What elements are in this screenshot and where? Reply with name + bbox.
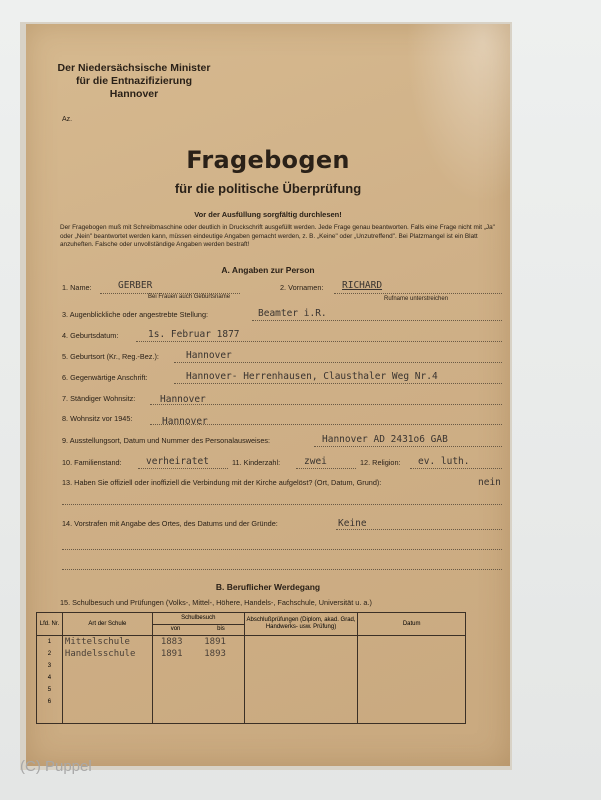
- familienstand-label: 10. Familienstand:: [62, 458, 122, 467]
- wohnsitz-value: Hannover: [160, 394, 206, 405]
- light-glare: [406, 24, 510, 204]
- warning-text: Vor der Ausfüllung sorgfältig durchlesen!: [194, 210, 342, 219]
- row-number: 2: [47, 651, 52, 657]
- kinderzahl-label: 11. Kinderzahl:: [232, 458, 281, 467]
- name-value: GERBER: [118, 280, 153, 291]
- stellung-value: Beamter i.R.: [258, 308, 327, 319]
- col-abschluss-header: Abschlußprüfungen (Diplom, akad. Grad, Handwerks- usw. Prüfung): [244, 613, 358, 636]
- von-cell: [152, 636, 198, 724]
- copyright-watermark: (C) Puppel: [20, 758, 92, 775]
- datum-cell: [358, 636, 466, 724]
- bis-2: 1893: [204, 649, 226, 659]
- row-numbers-cell: [37, 636, 63, 724]
- kirche-label: 13. Haben Sie offiziell oder inoffiziell die Verbindung mit der Kirche aufgelöst? (Ort, Datum, Grund):: [62, 478, 382, 487]
- header-line-2: für die Entnazifizierung: [75, 75, 193, 87]
- row-number: 6: [47, 699, 52, 705]
- abschluss-cell: [244, 636, 358, 724]
- bis-cell: [198, 636, 244, 724]
- kinderzahl-value: zwei: [304, 456, 327, 467]
- geburtsdatum-value: 1s. Februar 1877: [148, 329, 240, 340]
- kirche-value: nein: [478, 477, 501, 488]
- document-title: Fragebogen: [186, 146, 350, 174]
- vorname-label: 2. Vornamen:: [280, 283, 324, 292]
- col-nr-header: Lfd. Nr.: [37, 613, 63, 636]
- school-type-2: Handelsschule: [64, 649, 136, 659]
- table-body-row: [37, 636, 466, 724]
- wohnsitz1945-value: Hannover: [162, 416, 208, 427]
- section-b-heading: B. Beruflicher Werdegang: [215, 582, 321, 592]
- section-a-heading: A. Angaben zur Person: [221, 265, 315, 275]
- anschrift-label: 6. Gegenwärtige Anschrift:: [62, 373, 148, 382]
- von-2: 1891: [160, 649, 183, 659]
- geburtsort-label: 5. Geburtsort (Kr., Reg.-Bez.):: [62, 352, 159, 361]
- vorstrafen-label: 14. Vorstrafen mit Angabe des Ortes, des Datums und der Gründe:: [62, 519, 278, 528]
- school-type-1: Mittelschule: [64, 637, 130, 647]
- vorname-value: RICHARD: [342, 280, 383, 291]
- col-art-header: Art der Schule: [62, 613, 152, 636]
- geburtsort-value: Hannover: [186, 350, 232, 361]
- stellung-label: 3. Augenblickliche oder angestrebte Stellung:: [62, 310, 209, 319]
- wohnsitz-label: 7. Ständiger Wohnsitz:: [62, 394, 136, 403]
- vorstrafen-value: Keine: [338, 518, 367, 529]
- az-reference: Az.: [62, 116, 73, 123]
- religion-value: ev. luth.: [418, 456, 470, 467]
- table-header-row: [37, 613, 466, 625]
- row-number: 1: [47, 639, 52, 645]
- ausweis-value: Hannover AD 2431o6 GAB: [322, 434, 448, 445]
- art-cell: [62, 636, 152, 724]
- familienstand-value: verheiratet: [146, 456, 209, 467]
- document-subtitle: für die politische Überprüfung: [174, 181, 362, 196]
- header-line-3: Hannover: [109, 88, 159, 100]
- bis-1: 1891: [204, 637, 226, 647]
- row-number: 5: [47, 687, 52, 693]
- instructions-text: Der Fragebogen muß mit Schreibmaschine oder deutlich in Druckschrift ausgefüllt werden. Jede Frage genau beantworten. Falls eine Frage nicht mit „Ja" oder „Nein" beantwortet werden kann, müssen eindeutige Angaben gemacht werden, z. B. „Keine" oder „Unzutreffend". Bei Platzmangel ist ein Blatt anzuheften. Falsche oder unvollständige Angaben werden bestraft!: [60, 224, 495, 249]
- col-datum-header: Datum: [358, 613, 466, 636]
- row-number: 3: [47, 663, 52, 669]
- col-besuch-header: Schulbesuch: [152, 613, 244, 625]
- name-label: 1. Name:: [62, 283, 92, 292]
- name-note: Bei Frauen auch Geburtsname: [148, 294, 231, 300]
- col-bis-header: bis: [198, 624, 244, 636]
- school-table: [36, 612, 466, 724]
- row-number: 4: [47, 675, 52, 681]
- religion-label: 12. Religion:: [360, 458, 401, 467]
- geburtsdatum-label: 4. Geburtsdatum:: [62, 331, 119, 340]
- von-1: 1883: [160, 637, 183, 647]
- anschrift-value: Hannover- Herrenhausen, Clausthaler Weg Nr.4: [186, 371, 438, 382]
- header-line-1: Der Niedersächsische Minister: [57, 62, 211, 74]
- wohnsitz1945-label: 8. Wohnsitz vor 1945:: [62, 414, 133, 423]
- ausweis-label: 9. Ausstellungsort, Datum und Nummer des Personalausweises:: [62, 436, 271, 445]
- vorname-note: Rufname unterstreichen: [384, 296, 449, 302]
- schule-label: 15. Schulbesuch und Prüfungen (Volks-, Mittel-, Höhere, Handels-, Fachschule, Universität u. a.): [60, 598, 372, 607]
- col-von-header: von: [152, 624, 198, 636]
